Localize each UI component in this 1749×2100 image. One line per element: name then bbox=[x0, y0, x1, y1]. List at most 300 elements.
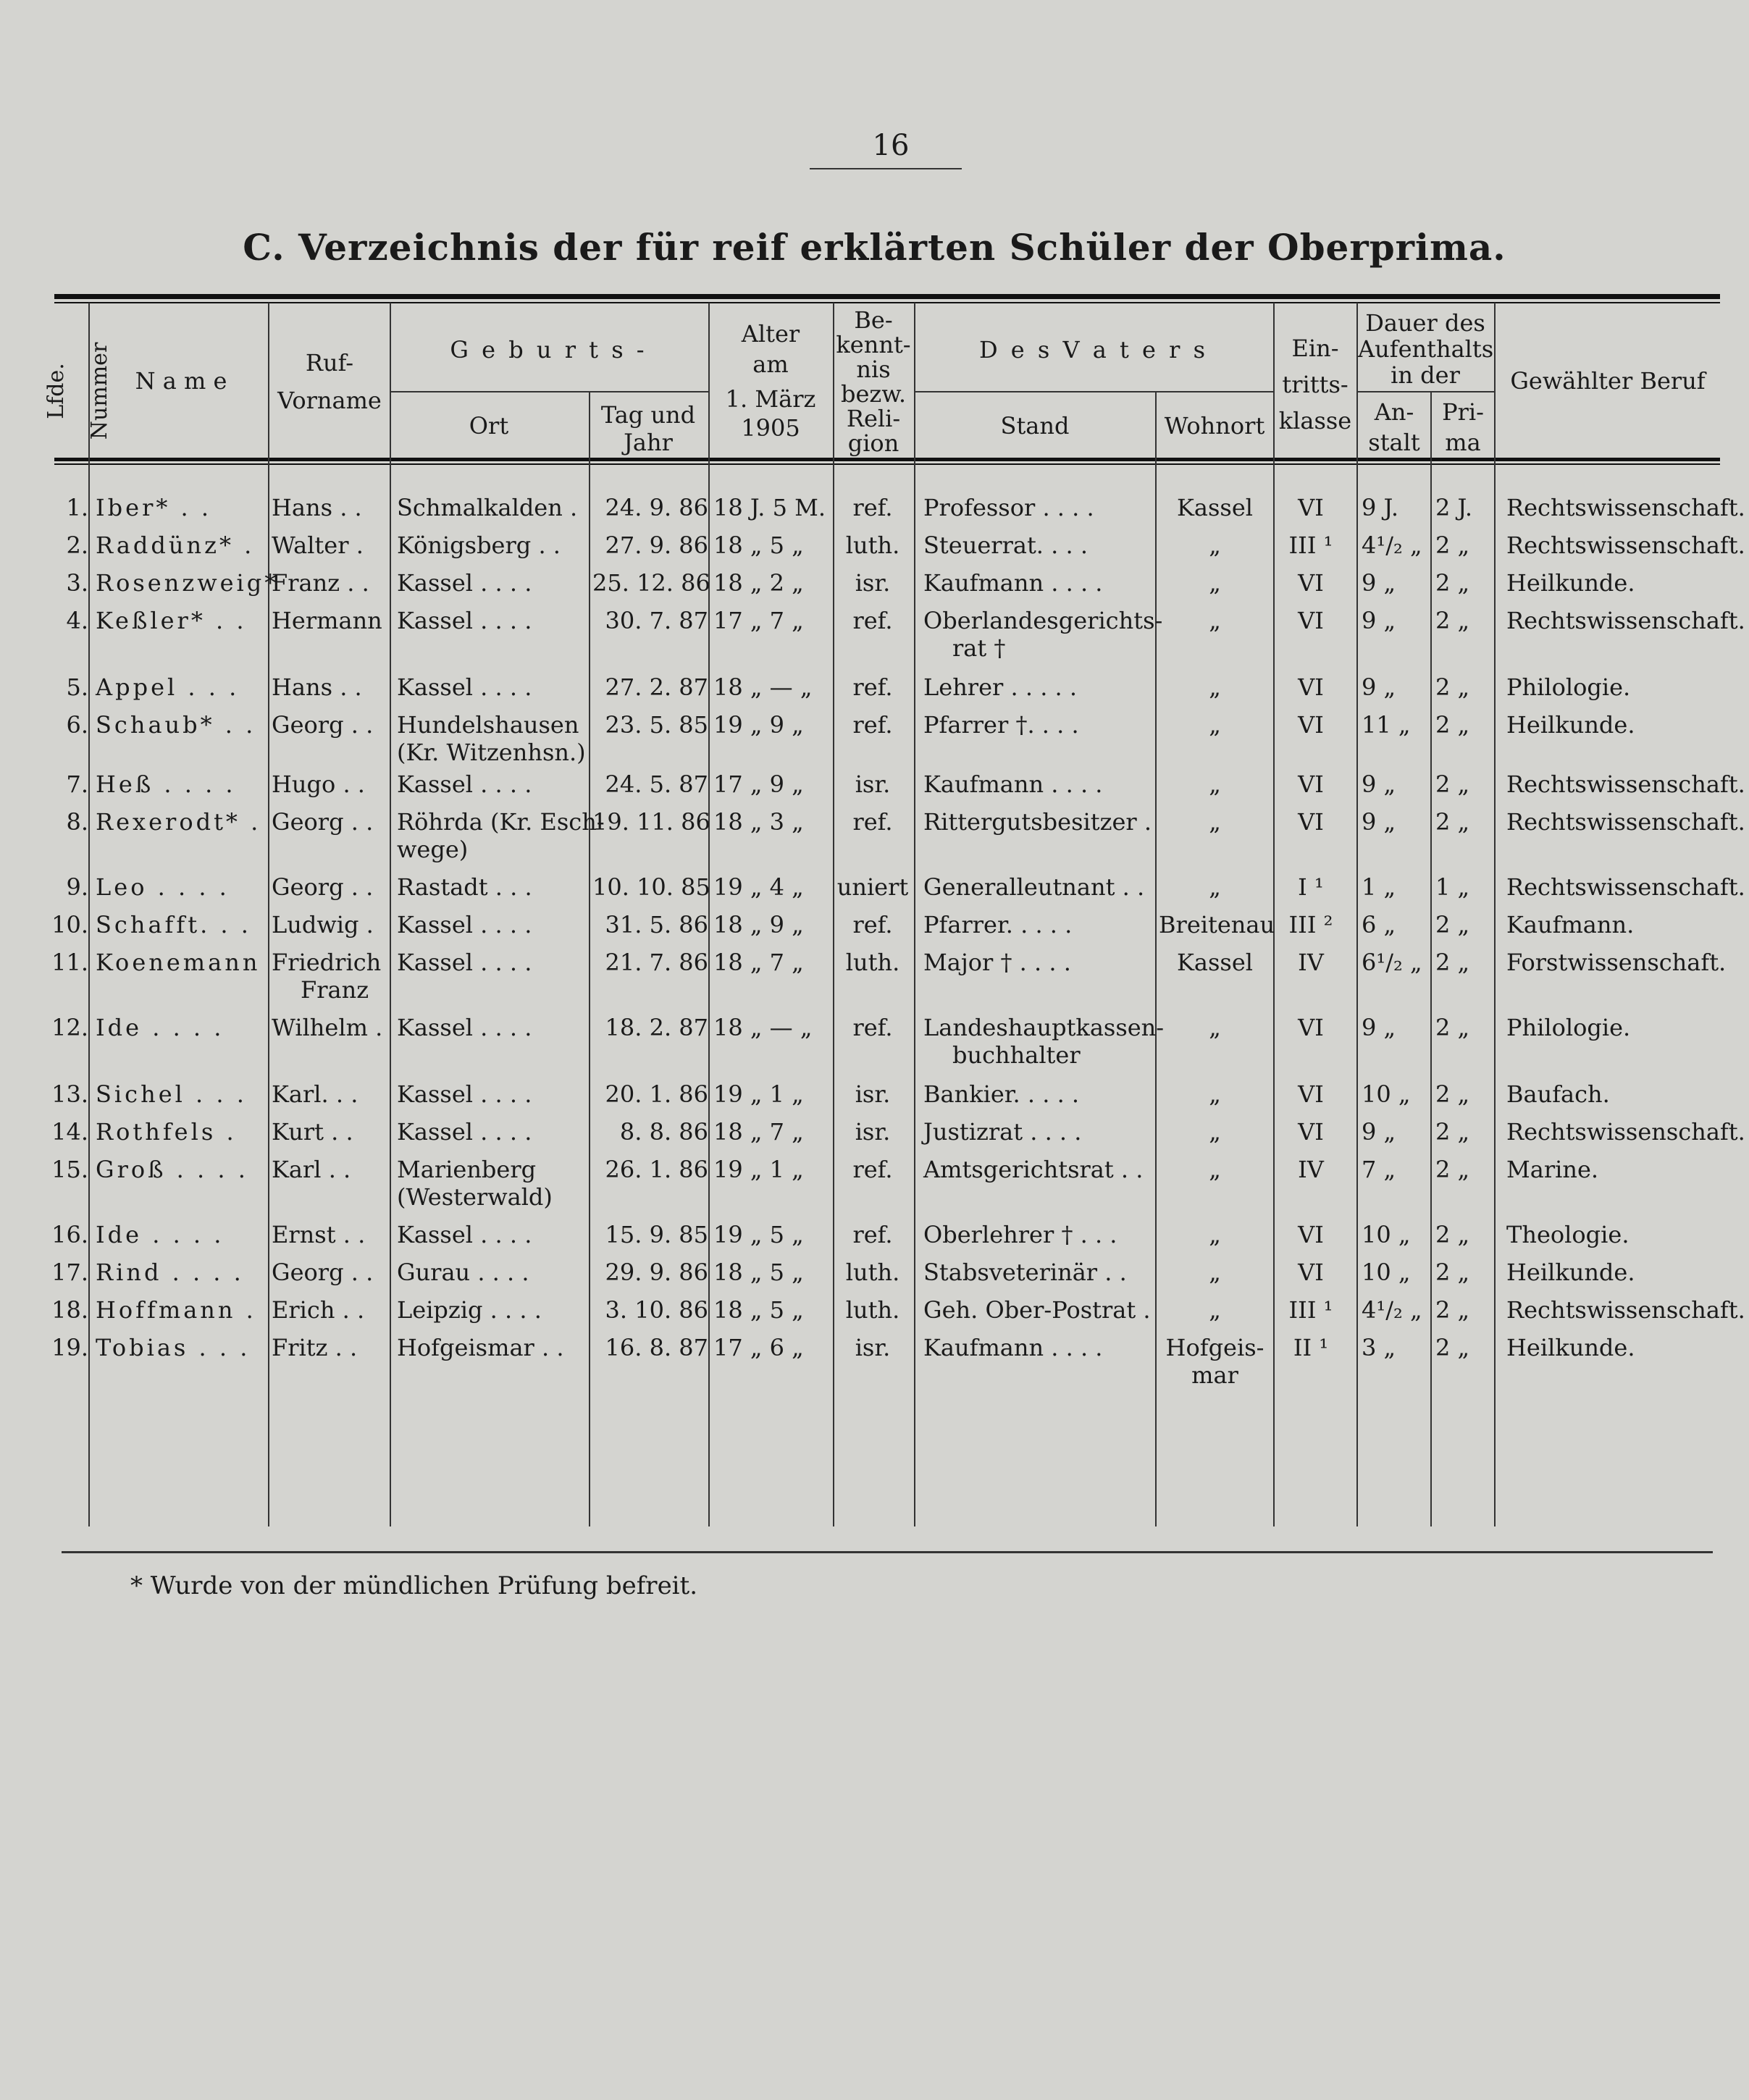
cell-rel: uniert bbox=[836, 873, 909, 901]
cell-alter: 18 „ 5 „ bbox=[713, 532, 804, 559]
header-rufvorname-2: Vorname bbox=[277, 387, 382, 414]
cell-name: Raddünz* . bbox=[96, 532, 255, 559]
page-title: C. Verzeichnis der für reif erklärten Schüler der Oberprima. bbox=[243, 226, 1506, 269]
cell-anst: 9 „ bbox=[1362, 569, 1396, 597]
header-tag-1: Tag und bbox=[600, 401, 696, 429]
cell-num: 7. bbox=[66, 770, 88, 798]
cell-klasse: VI bbox=[1298, 494, 1324, 521]
cell-beruf: Philologie. bbox=[1506, 1014, 1631, 1041]
cell-anst: 4¹/₂ „ bbox=[1362, 1296, 1422, 1324]
cell-num: 5. bbox=[66, 673, 88, 701]
cell-name: Groß . . . . bbox=[96, 1156, 248, 1183]
header-alter-3: 1. März bbox=[725, 385, 816, 413]
header-prima-1: Pri- bbox=[1442, 398, 1484, 426]
cell-tag: 19. 11. 86 bbox=[592, 808, 710, 836]
cell-ort: Kassel . . . . bbox=[397, 1080, 532, 1108]
cell-num: 2. bbox=[66, 532, 88, 559]
cell-vorname: Georg . . bbox=[272, 1259, 374, 1286]
cell-anst: 6¹/₂ „ bbox=[1362, 949, 1422, 976]
cell-stand: Landeshauptkassen- bbox=[923, 1014, 1165, 1041]
cell-ort2: (Kr. Witzenhsn.) bbox=[397, 739, 586, 766]
cell-alter: 18 J. 5 M. bbox=[713, 494, 826, 521]
header-dauer-1: Dauer des bbox=[1365, 309, 1485, 337]
cell-vorname: Fritz . . bbox=[272, 1334, 358, 1361]
cell-wohn: „ bbox=[1209, 711, 1221, 739]
cell-prima: 2 „ bbox=[1435, 1334, 1470, 1361]
cell-num: 4. bbox=[66, 607, 88, 634]
cell-name: Ide . . . . bbox=[96, 1014, 225, 1041]
cell-prima: 2 „ bbox=[1435, 607, 1470, 634]
cell-vorname2: Franz bbox=[301, 976, 369, 1004]
cell-tag: 15. 9. 85 bbox=[605, 1221, 708, 1248]
cell-wohn: „ bbox=[1209, 1296, 1221, 1324]
cell-stand: Oberlehrer † . . . bbox=[923, 1221, 1117, 1248]
header-rel-3: nis bbox=[856, 356, 891, 383]
header-vaters: D e s V a t e r s bbox=[978, 336, 1209, 364]
cell-klasse: III ¹ bbox=[1288, 1296, 1333, 1324]
cell-prima: 1 „ bbox=[1435, 873, 1470, 901]
cell-rel: ref. bbox=[852, 1156, 893, 1183]
cell-name: Ide . . . . bbox=[96, 1221, 225, 1248]
header-beruf: Gewählter Beruf bbox=[1510, 367, 1706, 395]
cell-tag: 30. 7. 87 bbox=[605, 607, 708, 634]
table-rule-header bbox=[54, 458, 1720, 461]
cell-num: 15. bbox=[51, 1156, 88, 1183]
cell-alter: 17 „ 9 „ bbox=[713, 770, 804, 798]
header-tag-2: Jahr bbox=[624, 429, 673, 456]
header-name: N a m e bbox=[135, 367, 227, 395]
cell-num: 14. bbox=[51, 1118, 88, 1146]
cell-wohn: „ bbox=[1209, 532, 1221, 559]
cell-ort2: (Westerwald) bbox=[397, 1183, 553, 1211]
cell-name: Schafft. . . bbox=[96, 911, 251, 938]
cell-wohn: „ bbox=[1209, 1118, 1221, 1146]
cell-vorname: Walter . bbox=[272, 532, 364, 559]
cell-ort2: wege) bbox=[397, 836, 469, 863]
cell-prima: 2 „ bbox=[1435, 673, 1470, 701]
header-subrule-dauer bbox=[1356, 391, 1494, 392]
cell-num: 19. bbox=[51, 1334, 88, 1361]
cell-prima: 2 J. bbox=[1435, 494, 1473, 521]
cell-vorname: Karl . . bbox=[272, 1156, 351, 1183]
cell-rel: ref. bbox=[852, 494, 893, 521]
cell-vorname: Hans . . bbox=[272, 673, 362, 701]
cell-vorname: Kurt . . bbox=[272, 1118, 353, 1146]
header-anstalt-2: stalt bbox=[1368, 429, 1420, 456]
cell-alter: 18 „ 7 „ bbox=[713, 1118, 804, 1146]
cell-ort: Leipzig . . . . bbox=[397, 1296, 542, 1324]
cell-prima: 2 „ bbox=[1435, 1221, 1470, 1248]
table-rule-header-thin bbox=[54, 463, 1720, 465]
header-dauer-3: in der bbox=[1391, 361, 1460, 389]
cell-wohn: „ bbox=[1209, 1259, 1221, 1286]
header-subrule-geburts bbox=[390, 391, 708, 392]
cell-prima: 2 „ bbox=[1435, 1080, 1470, 1108]
cell-anst: 10 „ bbox=[1362, 1080, 1411, 1108]
cell-prima: 2 „ bbox=[1435, 1118, 1470, 1146]
cell-klasse: III ¹ bbox=[1288, 532, 1333, 559]
cell-ort: Hofgeismar . . bbox=[397, 1334, 564, 1361]
cell-stand: Geh. Ober-Postrat . bbox=[923, 1296, 1151, 1324]
cell-klasse: VI bbox=[1298, 607, 1324, 634]
header-rufvorname-1: Ruf- bbox=[305, 349, 354, 377]
cell-name: Hoffmann . bbox=[96, 1296, 256, 1324]
cell-num: 3. bbox=[66, 569, 88, 597]
header-eintritt-1: Ein- bbox=[1291, 335, 1339, 362]
cell-alter: 18 „ 9 „ bbox=[713, 911, 804, 938]
cell-klasse: VI bbox=[1298, 1259, 1324, 1286]
cell-num: 13. bbox=[51, 1080, 88, 1108]
cell-klasse: VI bbox=[1298, 1080, 1324, 1108]
cell-vorname: Hugo . . bbox=[272, 770, 365, 798]
cell-ort: Kassel . . . . bbox=[397, 569, 532, 597]
cell-ort: Röhrda (Kr. Esch- bbox=[397, 808, 605, 836]
cell-beruf: Philologie. bbox=[1506, 673, 1631, 701]
cell-ort: Kassel . . . . bbox=[397, 1014, 532, 1041]
header-rel-5: Reli- bbox=[846, 405, 901, 432]
cell-stand: Major † . . . . bbox=[923, 949, 1071, 976]
cell-name: Keßler* . . bbox=[96, 607, 247, 634]
cell-tag: 31. 5. 86 bbox=[605, 911, 708, 938]
header-rel-4: bezw. bbox=[840, 380, 907, 408]
cell-anst: 7 „ bbox=[1362, 1156, 1396, 1183]
cell-tag: 21. 7. 86 bbox=[605, 949, 708, 976]
cell-beruf: Marine. bbox=[1506, 1156, 1599, 1183]
cell-alter: 17 „ 6 „ bbox=[713, 1334, 804, 1361]
cell-tag: 29. 9. 86 bbox=[605, 1259, 708, 1286]
cell-alter: 18 „ — „ bbox=[713, 1014, 813, 1041]
cell-ort: Gurau . . . . bbox=[397, 1259, 529, 1286]
cell-alter: 18 „ 5 „ bbox=[713, 1259, 804, 1286]
cell-beruf: Baufach. bbox=[1506, 1080, 1610, 1108]
table-row bbox=[0, 1154, 1749, 1211]
cell-num: 18. bbox=[51, 1296, 88, 1324]
cell-alter: 18 „ 7 „ bbox=[713, 949, 804, 976]
cell-stand: Pfarrer †. . . . bbox=[923, 711, 1079, 739]
cell-beruf: Rechtswissenschaft. bbox=[1506, 607, 1745, 634]
cell-wohn: Kassel bbox=[1177, 949, 1253, 976]
header-wohnort: Wohnort bbox=[1164, 412, 1265, 440]
cell-anst: 10 „ bbox=[1362, 1221, 1411, 1248]
cell-vorname: Karl. . . bbox=[272, 1080, 358, 1108]
cell-name: Leo . . . . bbox=[96, 873, 230, 901]
cell-prima: 2 „ bbox=[1435, 808, 1470, 836]
cell-wohn: „ bbox=[1209, 1221, 1221, 1248]
header-anstalt-1: An- bbox=[1374, 398, 1414, 426]
cell-rel: isr. bbox=[855, 1080, 891, 1108]
cell-alter: 18 „ 3 „ bbox=[713, 808, 804, 836]
cell-beruf: Rechtswissenschaft. bbox=[1506, 808, 1745, 836]
page-number: 16 bbox=[872, 129, 910, 162]
header-rel-1: Be- bbox=[854, 306, 893, 334]
header-rel-6: gion bbox=[847, 429, 899, 457]
cell-name: Heß . . . . bbox=[96, 770, 236, 798]
header-alter-2: am bbox=[752, 350, 789, 378]
header-alter-4: 1905 bbox=[741, 414, 800, 442]
cell-rel: ref. bbox=[852, 711, 893, 739]
header-eintritt-2: tritts- bbox=[1282, 371, 1349, 398]
cell-wohn: „ bbox=[1209, 1080, 1221, 1108]
cell-vorname: Wilhelm . bbox=[272, 1014, 383, 1041]
cell-tag: 18. 2. 87 bbox=[605, 1014, 708, 1041]
cell-vorname: Ernst . . bbox=[272, 1221, 366, 1248]
cell-stand: Kaufmann . . . . bbox=[923, 770, 1103, 798]
table-row bbox=[0, 807, 1749, 863]
cell-anst: 9 „ bbox=[1362, 770, 1396, 798]
cell-ort: Kassel . . . . bbox=[397, 1221, 532, 1248]
cell-stand: Bankier. . . . . bbox=[923, 1080, 1080, 1108]
cell-rel: isr. bbox=[855, 569, 891, 597]
cell-anst: 9 J. bbox=[1362, 494, 1399, 521]
table-rule-top bbox=[54, 294, 1720, 299]
header-stand: Stand bbox=[1000, 412, 1070, 440]
cell-num: 16. bbox=[51, 1221, 88, 1248]
cell-name: Iber* . . bbox=[96, 494, 212, 521]
cell-wohn: „ bbox=[1209, 569, 1221, 597]
cell-klasse: I ¹ bbox=[1298, 873, 1324, 901]
cell-ort: Hundelshausen bbox=[397, 711, 579, 739]
cell-prima: 2 „ bbox=[1435, 569, 1470, 597]
cell-num: 8. bbox=[66, 808, 88, 836]
cell-stand2: rat † bbox=[952, 634, 1006, 662]
cell-ort: Königsberg . . bbox=[397, 532, 561, 559]
cell-wohn: „ bbox=[1209, 770, 1221, 798]
footnote: * Wurde von der mündlichen Prüfung befreit. bbox=[130, 1571, 698, 1600]
cell-anst: 4¹/₂ „ bbox=[1362, 532, 1422, 559]
header-geburts: G e b u r t s - bbox=[450, 336, 647, 364]
cell-vorname: Georg . . bbox=[272, 873, 374, 901]
cell-num: 12. bbox=[51, 1014, 88, 1041]
cell-beruf: Rechtswissenschaft. bbox=[1506, 532, 1745, 559]
cell-beruf: Rechtswissenschaft. bbox=[1506, 1118, 1745, 1146]
cell-name: Koenemann bbox=[96, 949, 261, 976]
cell-anst: 11 „ bbox=[1362, 711, 1411, 739]
cell-ort: Kassel . . . . bbox=[397, 607, 532, 634]
cell-vorname: Georg . . bbox=[272, 711, 374, 739]
cell-ort: Kassel . . . . bbox=[397, 770, 532, 798]
header-ort: Ort bbox=[469, 412, 509, 440]
cell-anst: 9 „ bbox=[1362, 607, 1396, 634]
cell-num: 10. bbox=[51, 911, 88, 938]
cell-klasse: IV bbox=[1298, 1156, 1324, 1183]
cell-tag: 10. 10. 85 bbox=[592, 873, 710, 901]
cell-stand: Lehrer . . . . . bbox=[923, 673, 1078, 701]
cell-wohn: „ bbox=[1209, 607, 1221, 634]
cell-anst: 9 „ bbox=[1362, 808, 1396, 836]
cell-num: 9. bbox=[66, 873, 88, 901]
cell-klasse: VI bbox=[1298, 808, 1324, 836]
cell-wohn: Kassel bbox=[1177, 494, 1253, 521]
cell-tag: 27. 2. 87 bbox=[605, 673, 708, 701]
cell-vorname: Hans . . bbox=[272, 494, 362, 521]
cell-stand: Professor . . . . bbox=[923, 494, 1094, 521]
cell-tag: 24. 5. 87 bbox=[605, 770, 708, 798]
cell-prima: 2 „ bbox=[1435, 949, 1470, 976]
cell-prima: 2 „ bbox=[1435, 1259, 1470, 1286]
header-rel-2: kennt- bbox=[836, 331, 911, 358]
cell-vorname: Friedrich bbox=[272, 949, 382, 976]
cell-stand: Amtsgerichtsrat . . bbox=[923, 1156, 1144, 1183]
cell-klasse: VI bbox=[1298, 1221, 1324, 1248]
cell-alter: 18 „ 5 „ bbox=[713, 1296, 804, 1324]
cell-anst: 3 „ bbox=[1362, 1334, 1396, 1361]
cell-tag: 16. 8. 87 bbox=[605, 1334, 708, 1361]
cell-beruf: Heilkunde. bbox=[1506, 569, 1635, 597]
table-rule-bottom bbox=[62, 1551, 1713, 1553]
cell-anst: 10 „ bbox=[1362, 1259, 1411, 1286]
cell-stand: Stabsveterinär . . bbox=[923, 1259, 1127, 1286]
cell-beruf: Rechtswissenschaft. bbox=[1506, 770, 1745, 798]
cell-klasse: III ² bbox=[1288, 911, 1333, 938]
cell-rel: ref. bbox=[852, 673, 893, 701]
cell-rel: luth. bbox=[845, 1259, 900, 1286]
cell-klasse: II ¹ bbox=[1293, 1334, 1329, 1361]
cell-klasse: VI bbox=[1298, 1014, 1324, 1041]
cell-klasse: VI bbox=[1298, 1118, 1324, 1146]
cell-alter: 19 „ 9 „ bbox=[713, 711, 804, 739]
cell-stand: Generalleutnant . . bbox=[923, 873, 1145, 901]
cell-name: Schaub* . . bbox=[96, 711, 256, 739]
cell-alter: 19 „ 5 „ bbox=[713, 1221, 804, 1248]
cell-beruf: Heilkunde. bbox=[1506, 711, 1635, 739]
header-prima-2: ma bbox=[1445, 429, 1481, 456]
cell-ort: Kassel . . . . bbox=[397, 911, 532, 938]
cell-tag: 3. 10. 86 bbox=[605, 1296, 708, 1324]
cell-tag: 26. 1. 86 bbox=[605, 1156, 708, 1183]
cell-anst: 9 „ bbox=[1362, 1014, 1396, 1041]
cell-rel: ref. bbox=[852, 1221, 893, 1248]
table-rule-top-thin bbox=[54, 302, 1720, 303]
cell-rel: isr. bbox=[855, 770, 891, 798]
cell-alter: 19 „ 1 „ bbox=[713, 1080, 804, 1108]
cell-vorname: Georg . . bbox=[272, 808, 374, 836]
cell-klasse: VI bbox=[1298, 673, 1324, 701]
cell-wohn: „ bbox=[1209, 873, 1221, 901]
cell-stand: Steuerrat. . . . bbox=[923, 532, 1088, 559]
cell-name: Rind . . . . bbox=[96, 1259, 244, 1286]
cell-stand: Justizrat . . . . bbox=[923, 1118, 1082, 1146]
cell-beruf: Forstwissenschaft. bbox=[1506, 949, 1727, 976]
cell-klasse: VI bbox=[1298, 711, 1324, 739]
cell-ort: Rastadt . . . bbox=[397, 873, 532, 901]
cell-num: 11. bbox=[51, 949, 88, 976]
cell-rel: ref. bbox=[852, 607, 893, 634]
cell-klasse: IV bbox=[1298, 949, 1324, 976]
cell-anst: 9 „ bbox=[1362, 673, 1396, 701]
cell-anst: 6 „ bbox=[1362, 911, 1396, 938]
cell-klasse: VI bbox=[1298, 569, 1324, 597]
cell-alter: 18 „ — „ bbox=[713, 673, 813, 701]
cell-wohn: Hofgeis- bbox=[1165, 1334, 1264, 1361]
cell-rel: ref. bbox=[852, 808, 893, 836]
cell-stand2: buchhalter bbox=[952, 1041, 1081, 1069]
cell-rel: luth. bbox=[845, 532, 900, 559]
cell-stand: Oberlandesgerichts- bbox=[923, 607, 1163, 634]
cell-anst: 1 „ bbox=[1362, 873, 1396, 901]
cell-prima: 2 „ bbox=[1435, 1014, 1470, 1041]
cell-tag: 25. 12. 86 bbox=[592, 569, 710, 597]
cell-rel: isr. bbox=[855, 1118, 891, 1146]
cell-tag: 24. 9. 86 bbox=[605, 494, 708, 521]
cell-wohn2: mar bbox=[1191, 1361, 1238, 1389]
cell-ort: Schmalkalden . bbox=[397, 494, 578, 521]
cell-ort: Kassel . . . . bbox=[397, 673, 532, 701]
cell-beruf: Kaufmann. bbox=[1506, 911, 1635, 938]
table-row bbox=[0, 1012, 1749, 1069]
page-number-rule bbox=[810, 168, 962, 169]
cell-rel: isr. bbox=[855, 1334, 891, 1361]
cell-vorname: Erich . . bbox=[272, 1296, 365, 1324]
header-alter-1: Alter bbox=[741, 320, 800, 348]
cell-alter: 18 „ 2 „ bbox=[713, 569, 804, 597]
cell-wohn: „ bbox=[1209, 1014, 1221, 1041]
cell-klasse: VI bbox=[1298, 770, 1324, 798]
cell-name: Appel . . . bbox=[96, 673, 240, 701]
header-subrule-vaters bbox=[914, 391, 1273, 392]
cell-tag: 23. 5. 85 bbox=[605, 711, 708, 739]
cell-name: Rothfels . bbox=[96, 1118, 237, 1146]
cell-ort: Kassel . . . . bbox=[397, 1118, 532, 1146]
cell-num: 17. bbox=[51, 1259, 88, 1286]
cell-name: Tobias . . . bbox=[96, 1334, 251, 1361]
cell-prima: 2 „ bbox=[1435, 1296, 1470, 1324]
cell-rel: ref. bbox=[852, 911, 893, 938]
table-row bbox=[0, 710, 1749, 766]
header-dauer-2: Aufenthalts bbox=[1358, 335, 1494, 363]
cell-beruf: Theologie. bbox=[1506, 1221, 1630, 1248]
cell-wohn: „ bbox=[1209, 808, 1221, 836]
cell-stand: Pfarrer. . . . . bbox=[923, 911, 1073, 938]
cell-tag: 27. 9. 86 bbox=[605, 532, 708, 559]
table-row bbox=[0, 605, 1749, 662]
cell-prima: 2 „ bbox=[1435, 1156, 1470, 1183]
cell-rel: luth. bbox=[845, 949, 900, 976]
cell-alter: 19 „ 1 „ bbox=[713, 1156, 804, 1183]
cell-stand: Rittergutsbesitzer . bbox=[923, 808, 1152, 836]
cell-vorname: Ludwig . bbox=[272, 911, 374, 938]
header-lfd-nummer: Lfde. Nummer bbox=[43, 342, 112, 440]
cell-prima: 2 „ bbox=[1435, 532, 1470, 559]
cell-rel: ref. bbox=[852, 1014, 893, 1041]
cell-alter: 17 „ 7 „ bbox=[713, 607, 804, 634]
header-eintritt-3: klasse bbox=[1278, 407, 1352, 434]
cell-num: 1. bbox=[66, 494, 88, 521]
cell-wohn: Breitenau bbox=[1159, 911, 1275, 938]
table-row bbox=[0, 1332, 1749, 1389]
cell-stand: Kaufmann . . . . bbox=[923, 1334, 1103, 1361]
cell-beruf: Heilkunde. bbox=[1506, 1259, 1635, 1286]
cell-rel: luth. bbox=[845, 1296, 900, 1324]
cell-beruf: Rechtswissenschaft. bbox=[1506, 494, 1745, 521]
cell-beruf: Rechtswissenschaft. bbox=[1506, 1296, 1745, 1324]
cell-ort: Kassel . . . . bbox=[397, 949, 532, 976]
cell-vorname: Hermann bbox=[272, 607, 382, 634]
cell-name: Sichel . . . bbox=[96, 1080, 247, 1108]
cell-prima: 2 „ bbox=[1435, 911, 1470, 938]
cell-prima: 2 „ bbox=[1435, 770, 1470, 798]
cell-ort: Marienberg bbox=[397, 1156, 537, 1183]
cell-beruf: Rechtswissenschaft. bbox=[1506, 873, 1745, 901]
cell-num: 6. bbox=[66, 711, 88, 739]
cell-name: Rosenzweig* bbox=[96, 569, 280, 597]
cell-beruf: Heilkunde. bbox=[1506, 1334, 1635, 1361]
cell-wohn: „ bbox=[1209, 1156, 1221, 1183]
cell-name: Rexerodt* . bbox=[96, 808, 261, 836]
cell-alter: 19 „ 4 „ bbox=[713, 873, 804, 901]
table-row bbox=[0, 947, 1749, 1004]
cell-wohn: „ bbox=[1209, 673, 1221, 701]
cell-prima: 2 „ bbox=[1435, 711, 1470, 739]
